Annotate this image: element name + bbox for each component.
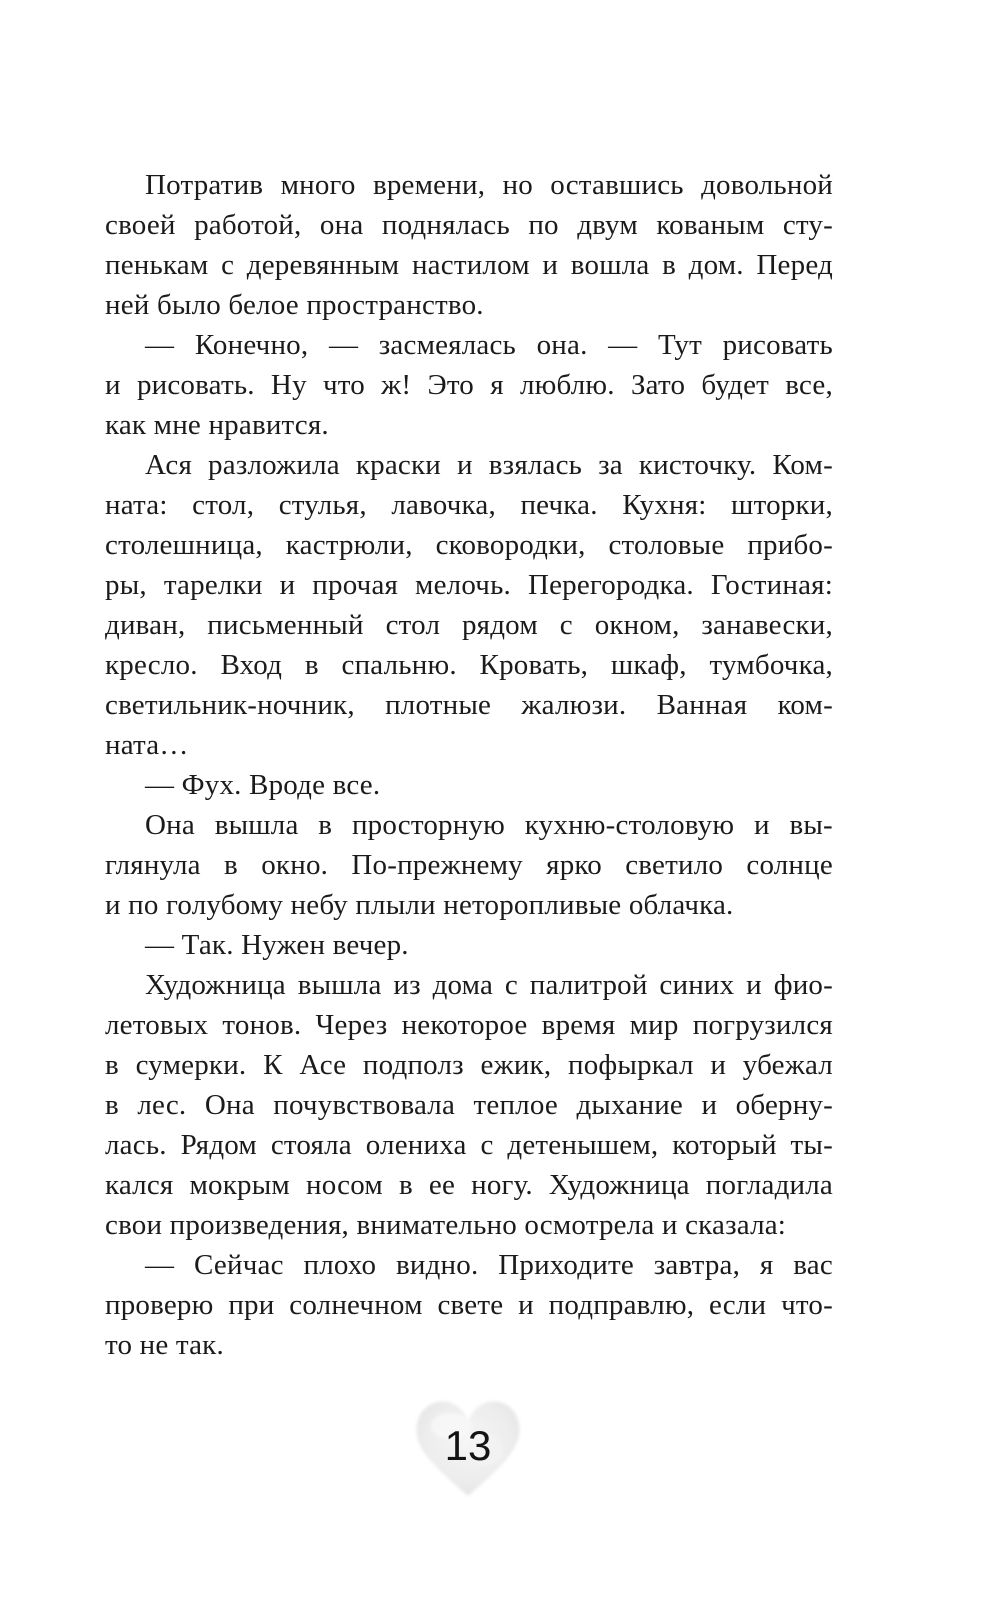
- text-line: летовых тонов. Через некоторое время мир погрузился: [105, 1009, 833, 1041]
- paragraph: [105, 445, 833, 765]
- text-line: в сумерки. К Асе подполз ежик, пофыркал и убежал: [105, 1049, 833, 1081]
- text-line: глянула в окно. По-прежнему ярко светило солнце: [105, 849, 833, 881]
- text-block: [105, 165, 833, 1365]
- paragraph: [105, 765, 833, 805]
- text-line: Потратив много времени, но оставшись довольной: [145, 169, 833, 201]
- text-line: ната…: [105, 729, 189, 761]
- text-line: столешница, кастрюли, сковородки, столовые прибо-: [105, 529, 833, 561]
- text-line: Ася разложила краски и взялась за кисточку. Ком-: [145, 449, 833, 481]
- text-line: как мне нравится.: [105, 409, 329, 441]
- text-line: ры, тарелки и прочая мелочь. Перегородка. Гостиная:: [105, 569, 833, 601]
- paragraph: [105, 1245, 833, 1365]
- text-line: ната: стол, стулья, лавочка, печка. Кухня: шторки,: [105, 489, 833, 521]
- text-line: светильник-ночник, плотные жалюзи. Ванная ком-: [105, 689, 833, 721]
- text-line: ней было белое пространство.: [105, 289, 484, 321]
- text-line: — Сейчас плохо видно. Приходите завтра, я вас: [145, 1249, 833, 1281]
- text-line: и по голубому небу плыли неторопливые облачка.: [105, 889, 734, 921]
- paragraph: [105, 965, 833, 1245]
- page-number: 13: [444, 1422, 492, 1469]
- text-line: диван, письменный стол рядом с окном, занавески,: [105, 609, 833, 641]
- text-line: в лес. Она почувствовала теплое дыхание и оберну-: [105, 1089, 833, 1121]
- text-line: — Конечно, — засмеялась она. — Тут рисовать: [145, 329, 833, 361]
- text-line: лась. Рядом стояла олениха с детенышем, который ты-: [105, 1129, 833, 1161]
- text-line: и рисовать. Ну что ж! Это я люблю. Зато будет все,: [105, 369, 833, 401]
- text-line: кался мокрым носом в ее ногу. Художница погладила: [105, 1169, 833, 1201]
- text-line: свои произведения, внимательно осмотрела и сказала:: [105, 1209, 787, 1241]
- text-line: — Так. Нужен вечер.: [145, 929, 409, 961]
- text-line: кресло. Вход в спальню. Кровать, шкаф, тумбочка,: [105, 649, 833, 681]
- text-line: Она вышла в просторную кухню-столовую и вы-: [145, 809, 833, 841]
- text-line: Художница вышла из дома с палитрой синих и фио-: [145, 969, 833, 1001]
- paragraph: [105, 805, 833, 925]
- paragraph: [105, 925, 833, 965]
- page-number-block: [411, 1392, 525, 1504]
- text-line: своей работой, она поднялась по двум кованым сту-: [105, 209, 833, 241]
- text-line: то не так.: [105, 1329, 224, 1361]
- text-line: пенькам с деревянным настилом и вошла в дом. Перед: [105, 249, 833, 281]
- paragraph: [105, 165, 833, 325]
- paragraph: [105, 325, 833, 445]
- text-line: — Фух. Вроде все.: [145, 769, 381, 801]
- text-line: проверю при солнечном свете и подправлю, если что-: [105, 1289, 833, 1321]
